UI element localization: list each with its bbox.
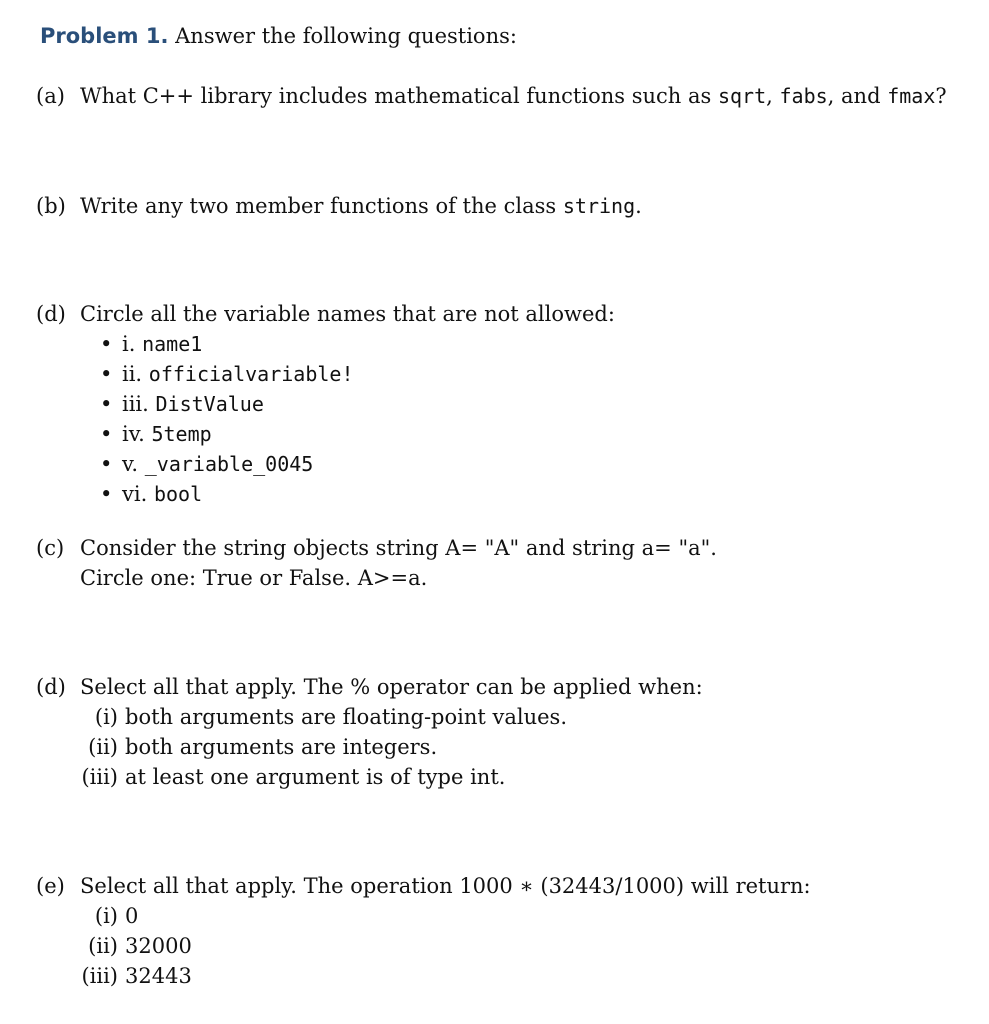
question-c-label: (c) bbox=[36, 536, 65, 560]
list-item-variable bbox=[100, 450, 313, 478]
variable-number: i. bbox=[122, 332, 136, 356]
separator-2: , and bbox=[827, 84, 881, 108]
option-number: (ii) bbox=[88, 735, 118, 759]
question-a-end: ? bbox=[935, 84, 947, 108]
option-number: (i) bbox=[94, 904, 118, 928]
question-d1 bbox=[36, 300, 615, 328]
option-number: (i) bbox=[94, 705, 118, 729]
option-text: both arguments are floating-point values. bbox=[125, 705, 568, 729]
option-number: (ii) bbox=[88, 934, 118, 958]
question-c-second-line bbox=[80, 564, 427, 592]
question-d1-text: Circle all the variable names that are not allowed: bbox=[80, 302, 615, 326]
question-d2 bbox=[36, 673, 703, 701]
question-a-label: (a) bbox=[36, 84, 65, 108]
variable-name: 5temp bbox=[151, 422, 212, 446]
option-item bbox=[70, 932, 192, 960]
option-item bbox=[70, 902, 138, 930]
question-e-label: (e) bbox=[36, 874, 65, 898]
list-item-variable bbox=[100, 360, 354, 388]
problem-title: Problem 1. bbox=[40, 24, 169, 48]
variable-name: bool bbox=[153, 482, 203, 506]
option-text: 0 bbox=[125, 904, 139, 928]
option-number: (iii) bbox=[81, 765, 118, 789]
variable-number: iii. bbox=[122, 392, 149, 416]
question-a-text: What C++ library includes mathematical functions such as bbox=[80, 84, 712, 108]
question-a bbox=[36, 82, 947, 110]
option-text: 32000 bbox=[125, 934, 192, 958]
question-d2-text: Select all that apply. The % operator can be applied when: bbox=[80, 675, 703, 699]
bullet-icon: • bbox=[100, 332, 113, 356]
question-c-line1: Consider the string objects string A= "A" and string a= "a". bbox=[80, 536, 717, 560]
question-b bbox=[36, 192, 642, 220]
bullet-icon: • bbox=[100, 482, 113, 506]
list-item-variable bbox=[100, 390, 264, 418]
list-item-variable bbox=[100, 480, 202, 508]
variable-number: ii. bbox=[122, 362, 143, 386]
question-c bbox=[36, 534, 717, 562]
variable-name: officialvariable! bbox=[148, 362, 354, 386]
bullet-icon: • bbox=[100, 452, 113, 476]
option-item bbox=[70, 962, 192, 990]
question-d1-label: (d) bbox=[36, 302, 66, 326]
question-e bbox=[36, 872, 811, 900]
variable-number: iv. bbox=[122, 422, 145, 446]
code-string: string bbox=[562, 194, 636, 218]
variable-number: vi. bbox=[122, 482, 148, 506]
bullet-icon: • bbox=[100, 422, 113, 446]
question-b-label: (b) bbox=[36, 194, 66, 218]
question-e-text: Select all that apply. The operation 1000 ∗ (32443/1000) will return: bbox=[80, 874, 811, 898]
bullet-icon: • bbox=[100, 362, 113, 386]
option-text: both arguments are integers. bbox=[125, 735, 438, 759]
option-text: at least one argument is of type int. bbox=[125, 765, 506, 789]
variable-number: v. bbox=[122, 452, 139, 476]
problem-heading bbox=[40, 22, 517, 50]
code-fmax: fmax bbox=[887, 84, 936, 108]
variable-name: _variable_0045 bbox=[144, 452, 314, 476]
problem-instruction: Answer the following questions: bbox=[175, 24, 517, 48]
list-item-variable bbox=[100, 330, 202, 358]
question-c-line2: Circle one: True or False. A>=a. bbox=[80, 566, 428, 590]
question-b-text: Write any two member functions of the class bbox=[80, 194, 557, 218]
option-item bbox=[70, 733, 437, 761]
bullet-icon: • bbox=[100, 392, 113, 416]
variable-name: name1 bbox=[142, 332, 203, 356]
question-b-end: . bbox=[635, 194, 642, 218]
code-fabs: fabs bbox=[779, 84, 828, 108]
question-d2-label: (d) bbox=[36, 675, 66, 699]
option-text: 32443 bbox=[125, 964, 192, 988]
option-item bbox=[70, 763, 505, 791]
option-item bbox=[70, 703, 567, 731]
option-number: (iii) bbox=[81, 964, 118, 988]
separator-1: , bbox=[766, 84, 773, 108]
variable-name: DistValue bbox=[155, 392, 264, 416]
list-item-variable bbox=[100, 420, 212, 448]
code-sqrt: sqrt bbox=[717, 84, 767, 108]
